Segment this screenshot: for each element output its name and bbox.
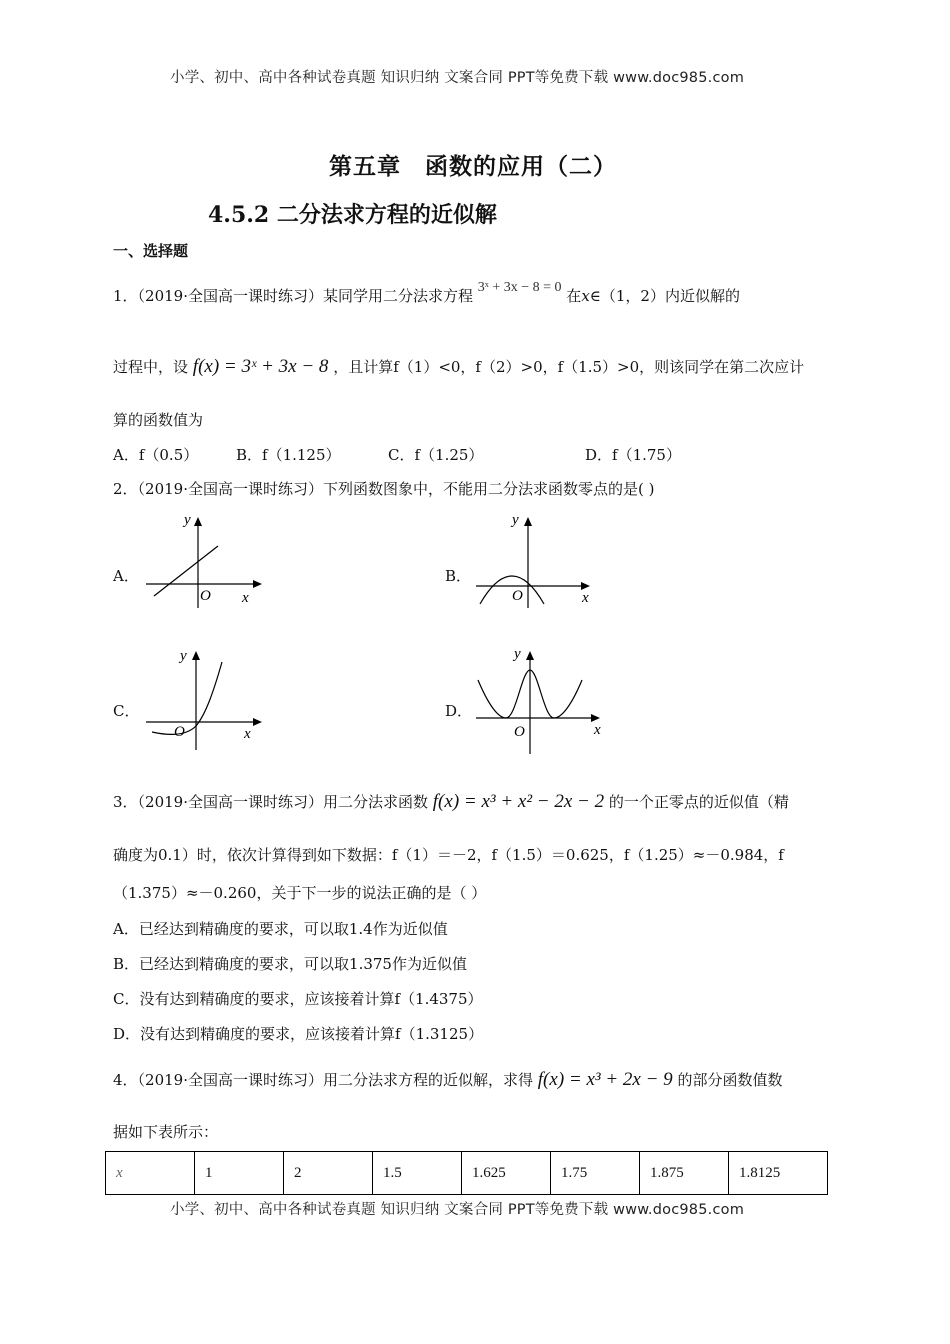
q3-line2: 确度为0.1）时，依次计算得到如下数据：f（1）＝－2，f（1.5）＝0.625，f（1.25）≈－0.984，f bbox=[113, 846, 784, 864]
q3-option-d: D．没有达到精确度的要求，应该接着计算f（1.3125） bbox=[113, 1025, 484, 1043]
q1-stem-c: ∈（1，2）内近似解的 bbox=[589, 287, 740, 305]
q4-stem-b: 的部分函数值数 bbox=[677, 1071, 783, 1089]
q1-equation: 3ˣ + 3x − 8 = 0 bbox=[477, 280, 562, 295]
q3-stem-a: 3．（2019·全国高一课时练习）用二分法求函数 bbox=[113, 793, 428, 811]
q3-option-b: B．已经达到精确度的要求，可以取1.375作为近似值 bbox=[113, 955, 467, 973]
q1-stem-e: ，且计算f（1）<0，f（2）>0，f（1.5）>0，则该同学在第二次应计 bbox=[333, 358, 805, 376]
graph-a-y-label: y bbox=[184, 512, 191, 528]
graph-c-origin: O bbox=[174, 724, 185, 740]
table-cell-x: x bbox=[106, 1152, 195, 1195]
q4-stem-a: 4．（2019·全国高一课时练习）用二分法求方程的近似解，求得 bbox=[113, 1071, 533, 1089]
q3-line1 bbox=[113, 792, 789, 812]
q3-stem-b: 的一个正零点的近似值（精 bbox=[608, 793, 789, 811]
q1-stem-a: 1．（2019·全国高一课时练习）某同学用二分法求方程 bbox=[113, 287, 473, 305]
q1-line1 bbox=[113, 280, 740, 308]
q4-line1 bbox=[113, 1070, 782, 1090]
lesson-title: 4.5.2 二分法求方程的近似解 bbox=[208, 202, 497, 228]
q1-option-a: A．f（0.5） bbox=[113, 446, 199, 464]
q2-graph-a bbox=[140, 508, 270, 613]
q2-graph-d bbox=[470, 642, 610, 757]
table-cell: 2 bbox=[284, 1152, 373, 1195]
q2-graph-c bbox=[140, 642, 270, 752]
graph-c-y-label: y bbox=[180, 648, 187, 664]
q4-function: f(x) = x³ + 2x − 9 bbox=[537, 1069, 673, 1090]
q1-option-c: C．f（1.25） bbox=[388, 446, 484, 464]
graph-b-y-label: y bbox=[512, 512, 519, 528]
q1-option-b: B．f（1.125） bbox=[236, 446, 341, 464]
q2-label-c: C． bbox=[113, 702, 140, 720]
graph-b-origin: O bbox=[512, 588, 523, 604]
q2-label-a: A． bbox=[113, 567, 139, 585]
graph-a-x-label: x bbox=[242, 590, 249, 606]
q1-line2 bbox=[113, 357, 804, 377]
table-cell: 1 bbox=[195, 1152, 284, 1195]
q3-function: f(x) = x³ + x² − 2x − 2 bbox=[432, 791, 605, 812]
graph-b-x-label: x bbox=[582, 590, 589, 606]
q1-function: f(x) = 3ˣ + 3x − 8 bbox=[192, 356, 329, 377]
table-cell: 1.875 bbox=[640, 1152, 729, 1195]
table-cell: 1.5 bbox=[373, 1152, 462, 1195]
graph-c-x-label: x bbox=[244, 726, 251, 742]
q1-line3: 算的函数值为 bbox=[113, 411, 204, 429]
header-banner: 小学、初中、高中各种试卷真题 知识归纳 文案合同 PPT等免费下载 www.doc985.com bbox=[170, 70, 745, 86]
q1-stem-b: 在 bbox=[566, 287, 582, 305]
q3-option-a: A．已经达到精确度的要求，可以取1.4作为近似值 bbox=[113, 920, 448, 938]
table-row bbox=[106, 1152, 828, 1195]
q1-option-d: D．f（1.75） bbox=[585, 446, 681, 464]
graph-d-origin: O bbox=[514, 724, 525, 740]
q2-label-b: B． bbox=[445, 567, 472, 585]
q1-stem-d: 过程中，设 bbox=[113, 358, 189, 376]
table-cell: 1.625 bbox=[462, 1152, 551, 1195]
footer-banner: 小学、初中、高中各种试卷真题 知识归纳 文案合同 PPT等免费下载 www.doc985.com bbox=[170, 1202, 745, 1218]
q1-var-x: x bbox=[581, 287, 590, 305]
q2-stem: 2．（2019·全国高一课时练习）下列函数图象中，不能用二分法求函数零点的是( ) bbox=[113, 480, 655, 498]
section-heading: 一、选择题 bbox=[113, 242, 189, 260]
graph-d-y-label: y bbox=[514, 646, 521, 662]
graph-a-origin: O bbox=[200, 588, 211, 604]
q3-option-c: C．没有达到精确度的要求，应该接着计算f（1.4375） bbox=[113, 990, 483, 1008]
q2-label-d: D． bbox=[445, 702, 473, 720]
q4-value-table bbox=[105, 1151, 828, 1195]
table-cell: 1.8125 bbox=[729, 1152, 828, 1195]
chapter-title: 第五章 函数的应用（二） bbox=[329, 153, 617, 180]
table-cell: 1.75 bbox=[551, 1152, 640, 1195]
q2-graph-b bbox=[470, 508, 600, 613]
q3-line3: （1.375）≈－0.260，关于下一步的说法正确的是（ ） bbox=[113, 884, 487, 902]
graph-d-x-label: x bbox=[594, 722, 601, 738]
q4-line2: 据如下表所示： bbox=[113, 1123, 219, 1141]
